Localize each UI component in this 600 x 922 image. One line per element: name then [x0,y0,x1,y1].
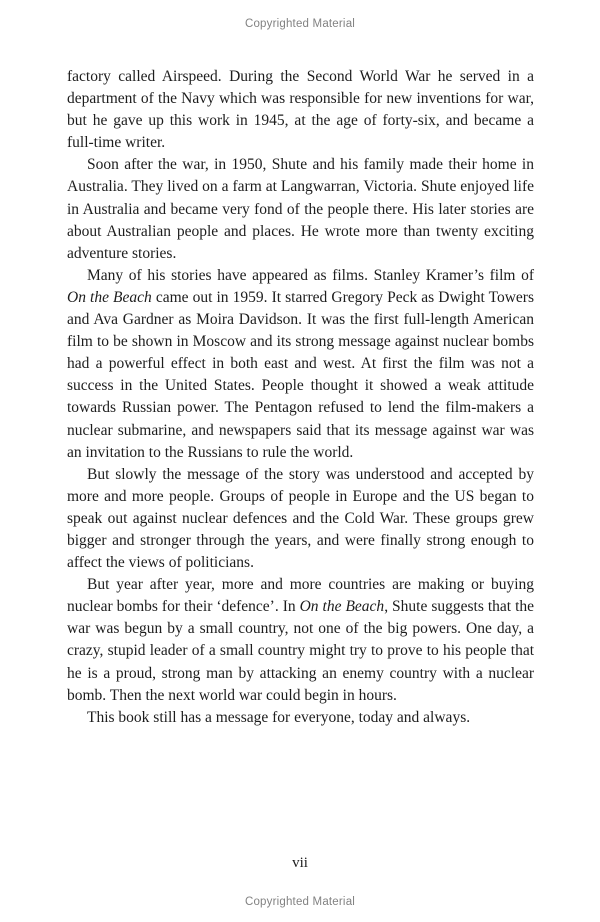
paragraph [67,707,534,729]
text-run: But slowly the message of the story was understood and accepted by more and more people. Groups of people in Europe and the US began to speak out against nuclear defences and the Cold War. These groups grew bigger and stronger through the years, and were finally strong enough to affect the views of politicians. [67,465,534,572]
paragraph [67,574,534,707]
book-title-italic: On the Beach [67,288,152,306]
paragraph [67,265,534,464]
text-run: came out in 1959. It starred Gregory Peck as Dwight Towers and Ava Gardner as Moira Davidson. It was the first full-length American film to be shown in Moscow and its strong message against nuclear bombs had a powerful effect in both east and west. At first the film was not a success in the United States. People thought it showed a weak attitude towards Russian power. The Pentagon refused to lend the film-makers a nuclear submarine, and newspapers said that its message against war was an invitation to the Russians to rule the world. [67,288,534,461]
copyright-notice-top: Copyrighted Material [244,18,356,30]
copyright-notice-bottom: Copyrighted Material [244,896,356,908]
paragraph [67,464,534,574]
paragraph [67,154,534,264]
text-run: factory called Airspeed. During the Second World War he served in a department of the Navy which was responsible for new inventions for war, but he gave up this work in 1945, at the age of forty-six, and became a full-time writer. [67,68,534,152]
page-body [67,66,534,729]
text-run: Many of his stories have appeared as films. Stanley Kramer’s film of [87,266,534,284]
text-run: This book still has a message for everyone, today and always. [87,708,471,726]
text-run: Soon after the war, in 1950, Shute and his family made their home in Australia. They lived on a farm at Langwarran, Victoria. Shute enjoyed life in Australia and became very fond of the people there. His later stories are about Australian people and places. He wrote more than twenty exciting adventure stories. [67,156,534,262]
page-number: vii [292,855,308,871]
text-run: , Shute suggests that the war was begun by a small country, not one of the big powers. One day, a crazy, stupid leader of a small country might try to prove to his people that he is a proud, strong man by attacking an enemy country with a nuclear bomb. Then the next world war could begin in hours. [67,598,535,704]
text-run: But year after year, more and more countries are making or buying nuclear bombs for their ‘defence’. In [67,576,534,616]
paragraph [67,66,534,154]
book-title-italic: On the Beach [299,598,385,616]
